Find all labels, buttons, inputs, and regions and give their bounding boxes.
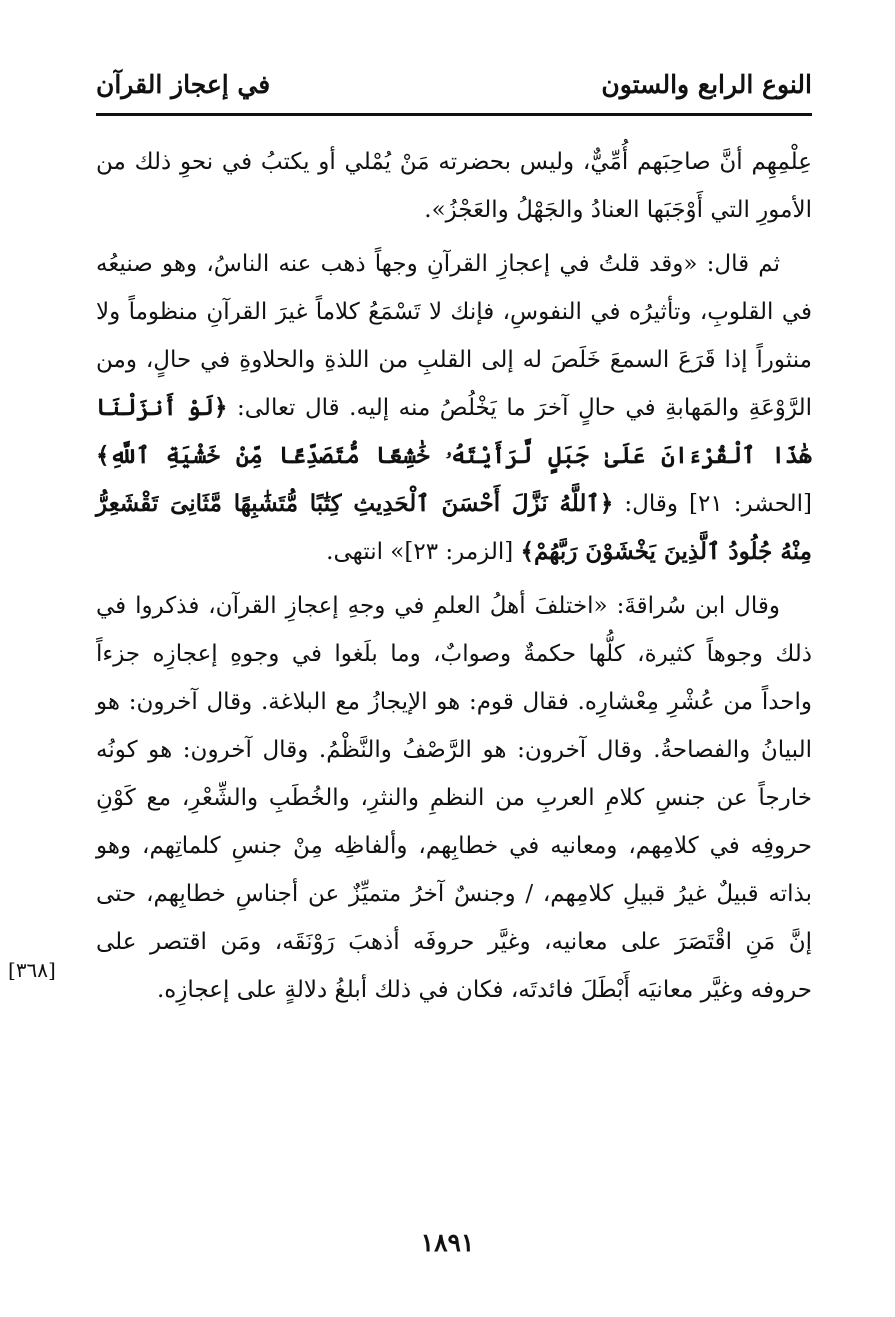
page-number: ١٨٩١ (420, 1228, 475, 1257)
text-segment: [الحشر: ٢١] وقال: (613, 491, 812, 517)
quran-verse: ﴿ٱللَّهُ نَزَّلَ أَحْسَنَ ٱلْحَدِيثِ كِتَٰبًا مُّتَشَٰبِهًا مَّثَانِىَ تَقْشَعِرُّ مِنْهُ جُلُودُ ٱلَّذِينَ يَخْشَوْنَ رَبَّهُمْ﴾ (96, 490, 812, 565)
margin-reference: [٣٦٨] (8, 958, 56, 982)
header-rule (96, 113, 812, 116)
paragraph-1: عِلْمِهِم أنَّ صاحِبَهم أُمِّيٌّ، وليس بحضرته مَنْ يُمْلي أو يكتبُ في نحوِ ذلك من الأمورِ التي أَوْجَبَها العنادُ والجَهْلُ والعَجْزُ». (96, 149, 812, 223)
main-text (96, 138, 812, 1014)
paragraph-2 (96, 240, 812, 576)
quran-verse: ﴿لَوْ أَنزَلْنَا هَٰذَا ٱلْقُرْءَانَ عَلَىٰ جَبَلٍ لَّرَأَيْتَهُۥ خَٰشِعًا مُّتَصَدِّعًا مِّنْ خَشْيَةِ ٱللَّهِ﴾ (96, 394, 812, 469)
book-section-title: في إعجاز القرآن (96, 70, 271, 99)
text-segment: [الزمر: ٢٣]» انتهى. (326, 539, 521, 565)
text-segment: ثم قال: «وقد قلتُ في إعجازِ القرآنِ وجهاً ذهب عنه الناسُ، وهو صنيعُه في القلوبِ، وتأثيرُه في النفوسِ، فإنك لا تَسْمَعُ كلاماً غيرَ القرآنِ منظوماً ولا منثوراً إذا قَرَعَ السمعَ خَلَصَ له إلى القلبِ من اللذةِ والحلاوةِ في حالٍ، ومن الرَّوْعَةِ والمَهابةِ في حالٍ آخرَ ما يَخْلُصُ منه إليه. قال تعالى: (96, 251, 812, 421)
paragraph-3: وقال ابن سُراقةَ: «اختلفَ أهلُ العلمِ في وجهِ إعجازِ القرآن، فذكروا في ذلك وجوهاً كثيرة، كلُّها حكمةٌ وصوابٌ، وما بلَغوا في وجوهِ إعجازِه جزءاً واحداً من عُشْرِ مِعْشارِه. فقال قوم: هو الإيجازُ مع البلاغة. وقال آخرون: هو البيانُ والفصاحةُ. وقال آخرون: هو الرَّصْفُ والنَّظْمُ. وقال آخرون: هو كونُه خارجاً عن جنسِ كلامِ العربِ من النظمِ والنثرِ، والخُطَبِ والشِّعْرِ، مع كَوْنِ حروفِه في كلامِهم، ومعانيه في خطابِهم، وألفاظِه مِنْ جنسِ كلماتِهم، وهو بذاته قبيلٌ غيرُ قبيلِ كلامِهم، / وجنسٌ آخرُ متميِّزٌ عن أجناسِ خطابِهم، حتى إنَّ مَنِ اقْتَصَرَ على معانيه، وغيَّر حروفَه أذهبَ رَوْنَقَه، ومَن اقتصر على حروفه وغيَّر معانيَه أَبْطَلَ فائدتَه، فكان في ذلك أبلغُ دلالةٍ على إعجازِه. (96, 593, 812, 1003)
running-header (96, 62, 812, 112)
chapter-title: النوع الرابع والستون (601, 70, 812, 99)
